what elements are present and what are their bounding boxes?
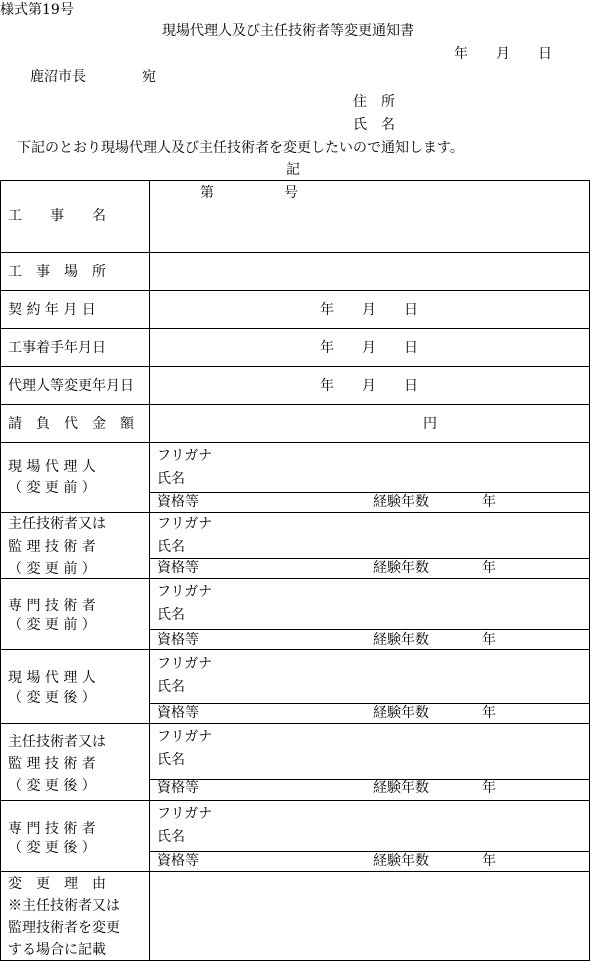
start-date-label: 工事着手年月日 — [8, 340, 106, 356]
project-number: 第 号 — [200, 185, 298, 201]
shimei-label: 氏名 — [157, 607, 185, 623]
ki-label: 記 — [286, 162, 300, 178]
addressee: 鹿沼市長 宛 — [30, 69, 156, 85]
person-label-line2: （ 変 更 前 ） — [8, 617, 96, 633]
furigana-label: フリガナ — [157, 806, 213, 822]
person-label-line2: 監 理 技 術 者 — [8, 539, 96, 555]
nen-label: 年 — [482, 853, 496, 869]
shikaku-label: 資格等 — [157, 494, 199, 510]
person-label-line1: 主任技術者又は — [8, 734, 106, 750]
furigana-label: フリガナ — [157, 656, 213, 672]
person-label-line1: 現 場 代 理 人 — [8, 459, 96, 475]
shikaku-label: 資格等 — [157, 560, 199, 576]
reason-label-line1: 変 更 理 由 — [8, 876, 106, 892]
keiken-label: 経験年数 — [373, 494, 429, 510]
amount-value: 円 — [423, 416, 437, 432]
keiken-label: 経験年数 — [373, 705, 429, 721]
page-title: 現場代理人及び主任技術者等変更通知書 — [162, 23, 414, 39]
amount-label: 請 負 代 金 額 — [8, 416, 134, 432]
person-label-line1: 主任技術者又は — [8, 516, 106, 532]
reason-label-line2: ※主任技術者又は — [8, 898, 120, 914]
person-label-line1: 現 場 代 理 人 — [8, 670, 96, 686]
reason-label-line4: する場合に記載 — [8, 942, 106, 958]
furigana-label: フリガナ — [157, 729, 213, 745]
shimei-label: 氏名 — [157, 752, 185, 768]
site-field[interactable] — [150, 251, 588, 287]
furigana-label: フリガナ — [157, 448, 213, 464]
nen-label: 年 — [482, 632, 496, 648]
shikaku-label: 資格等 — [157, 705, 199, 721]
name-label: 氏 名 — [353, 117, 395, 133]
shikaku-label: 資格等 — [157, 853, 199, 869]
date-line: 年 月 日 — [454, 46, 552, 62]
person-label-line3: （ 変 更 後 ） — [8, 778, 96, 794]
start-date-value: 年 月 日 — [320, 340, 418, 356]
address-label: 住 所 — [353, 94, 395, 110]
change-date-label: 代理人等変更年月日 — [8, 378, 134, 394]
keiken-label: 経験年数 — [373, 853, 429, 869]
shikaku-label: 資格等 — [157, 632, 199, 648]
person-label-line2: （ 変 更 後 ） — [8, 840, 96, 856]
nen-label: 年 — [482, 560, 496, 576]
shikaku-label: 資格等 — [157, 780, 199, 796]
furigana-label: フリガナ — [157, 584, 213, 600]
nen-label: 年 — [482, 780, 496, 796]
shimei-label: 氏名 — [157, 829, 185, 845]
reason-field[interactable] — [150, 872, 588, 958]
reason-label-line3: 監理技術者を変更 — [8, 920, 120, 936]
keiken-label: 経験年数 — [373, 560, 429, 576]
keiken-label: 経験年数 — [373, 632, 429, 648]
person-label-line2: （ 変 更 前 ） — [8, 480, 96, 496]
shimei-label: 氏名 — [157, 471, 185, 487]
intro-text: 下記のとおり現場代理人及び主任技術者を変更したいので通知します。 — [17, 140, 464, 156]
change-date-value: 年 月 日 — [320, 378, 418, 394]
project-name-label: 工 事 名 — [8, 208, 106, 224]
contract-date-label: 契 約 年 月 日 — [8, 302, 96, 318]
person-label-line3: （ 変 更 前 ） — [8, 561, 96, 577]
shimei-label: 氏名 — [157, 679, 185, 695]
form-number: 様式第19号 — [0, 2, 74, 18]
shimei-label: 氏名 — [157, 539, 185, 555]
furigana-label: フリガナ — [157, 516, 213, 532]
keiken-label: 経験年数 — [373, 780, 429, 796]
person-label-line2: 監 理 技 術 者 — [8, 756, 96, 772]
contract-date-value: 年 月 日 — [320, 302, 418, 318]
nen-label: 年 — [482, 494, 496, 510]
nen-label: 年 — [482, 705, 496, 721]
person-label-line2: （ 変 更 後 ） — [8, 690, 96, 706]
site-label: 工 事 場 所 — [8, 264, 106, 280]
person-label-line1: 専 門 技 術 者 — [8, 598, 96, 614]
person-label-line1: 専 門 技 術 者 — [8, 821, 96, 837]
